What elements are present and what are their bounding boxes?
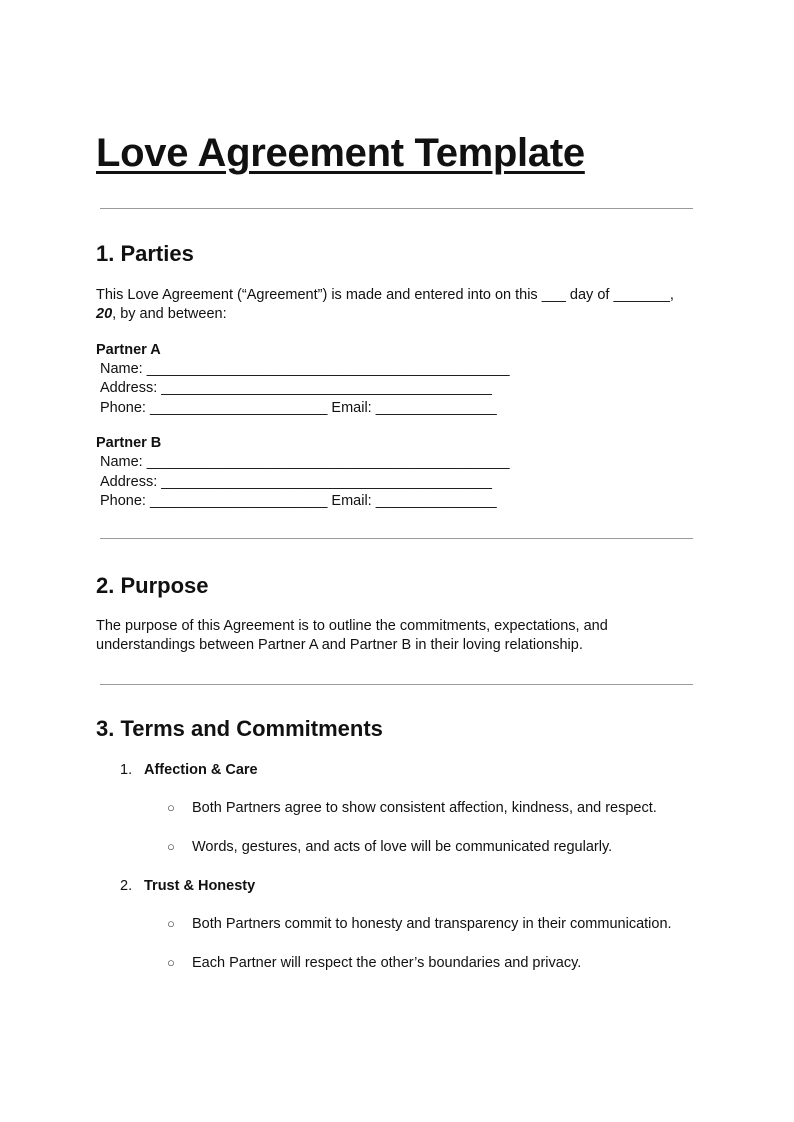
list-item-title: Trust & Honesty (144, 878, 256, 894)
purpose-line2: understandings between Partner A and Partner B in their loving relationship. (96, 637, 583, 653)
parties-intro-line2 (96, 304, 227, 324)
list-bullet-text: Words, gestures, and acts of love will be communicated regularly. (192, 839, 613, 855)
partner-b-address-line: Address: _________________________________________ (100, 474, 492, 490)
parties-intro-year: 20 (96, 306, 113, 322)
section-divider (100, 208, 693, 209)
hollow-circle-bullet-icon: ○ (167, 800, 175, 815)
partner-a-label: Partner A (96, 342, 161, 358)
list-bullet-text: Both Partners commit to honesty and transparency in their communication. (192, 916, 672, 932)
hollow-circle-bullet-icon: ○ (167, 916, 175, 931)
hollow-circle-bullet-icon: ○ (167, 839, 175, 854)
parties-heading: 1. Parties (96, 241, 194, 266)
purpose-heading: 2. Purpose (96, 573, 209, 598)
list-item-number: 1. (120, 762, 133, 778)
purpose-line1: The purpose of this Agreement is to outline the commitments, expectations, and (96, 618, 608, 634)
list-item-title: Affection & Care (144, 762, 258, 778)
hollow-circle-bullet-icon: ○ (167, 955, 175, 970)
document-title: Love Agreement Template (96, 131, 585, 175)
parties-intro-rest: , by and between: (112, 306, 227, 322)
list-item-number: 2. (120, 878, 133, 894)
section-divider (100, 538, 693, 539)
partner-a-name-line: Name: _____________________________________________ (100, 361, 510, 377)
parties-intro-line1: This Love Agreement (“Agreement”) is made and entered into on this ___ day of _______, (96, 287, 674, 303)
partner-a-phone-email-line: Phone: ______________________ Email: _______________ (100, 400, 497, 416)
partner-a-address-line: Address: _________________________________________ (100, 380, 492, 396)
partner-b-label: Partner B (96, 435, 162, 451)
list-bullet-text: Both Partners agree to show consistent affection, kindness, and respect. (192, 800, 657, 816)
terms-heading: 3. Terms and Commitments (96, 716, 383, 741)
section-divider (100, 684, 693, 685)
list-bullet-text: Each Partner will respect the other’s boundaries and privacy. (192, 955, 582, 971)
partner-b-name-line: Name: _____________________________________________ (100, 454, 510, 470)
partner-b-phone-email-line: Phone: ______________________ Email: _______________ (100, 493, 497, 509)
